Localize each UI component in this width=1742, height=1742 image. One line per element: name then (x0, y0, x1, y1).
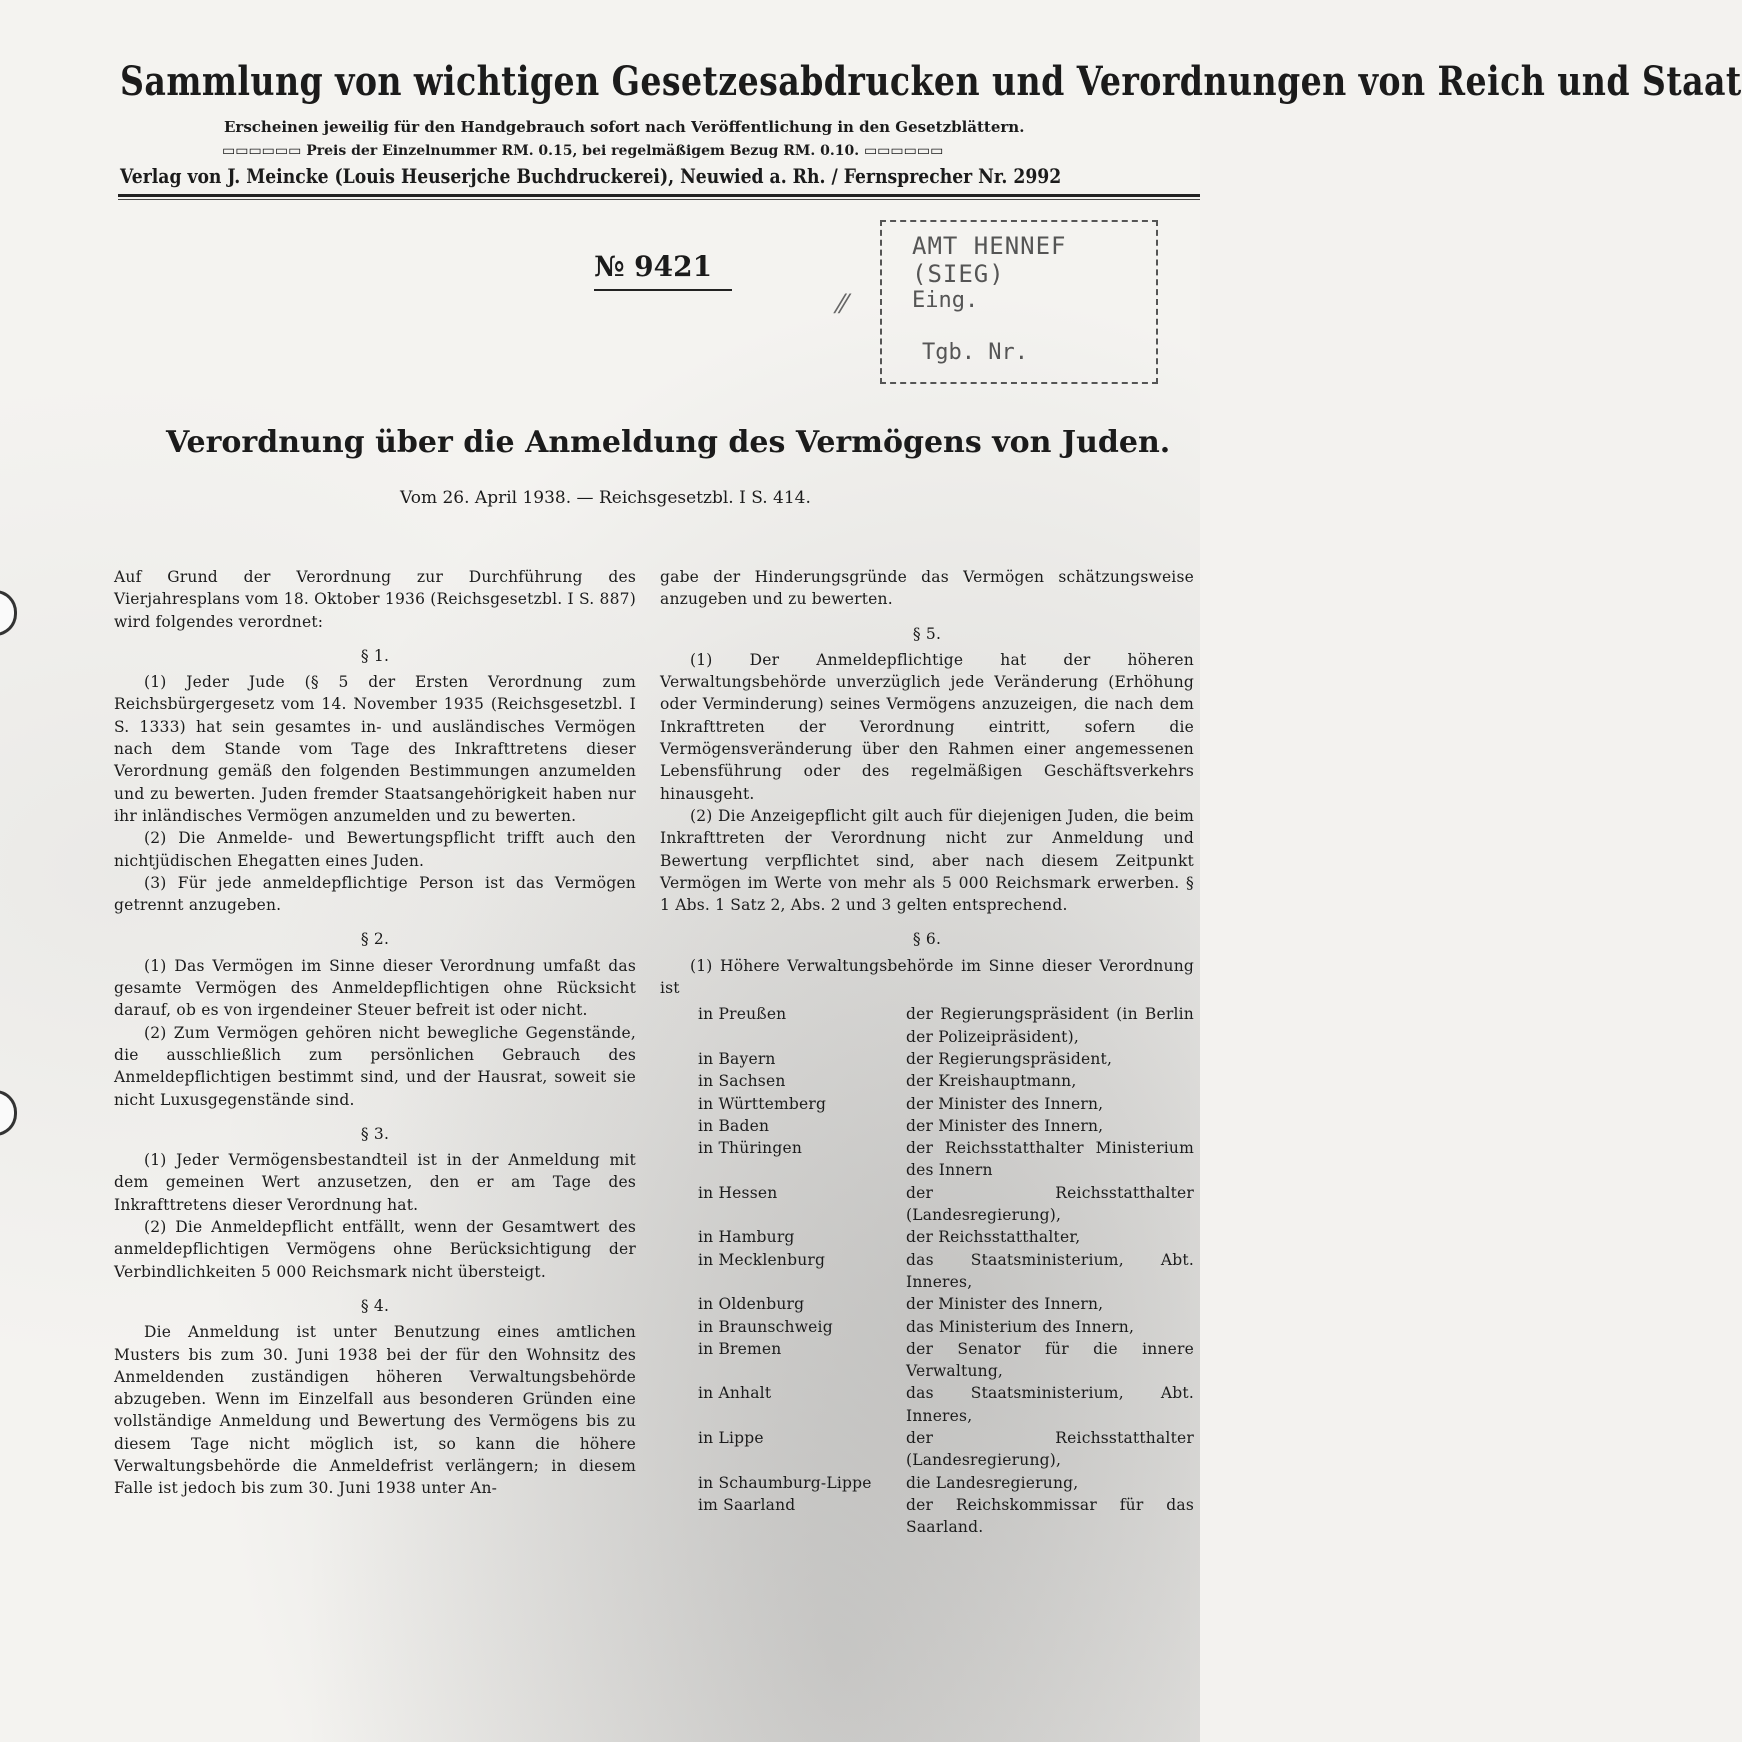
state-name: in Baden (698, 1116, 770, 1135)
paragraph: (1) Jeder Vermögensbestandteil ist in der Anmeldung mit dem gemeinen Wert anzusetzen, den er am Tage des Inkrafttretens dieser Verordnung hat. (114, 1151, 636, 1214)
state-name: in Bremen (698, 1339, 782, 1358)
authority-name: der Reichsstatthalter Ministerium des Innern (906, 1139, 1194, 1180)
section-heading: § 2. (360, 930, 390, 949)
paragraph: (2) Die Anmelde- und Bewertungspflicht trifft auch den nichtjüdischen Ehegatten eines Juden. (114, 829, 636, 870)
right-column (660, 566, 1194, 1538)
authority-row (660, 1003, 1194, 1048)
authority-name: der Kreishauptmann, (906, 1072, 1077, 1091)
paragraph: Die Anmeldung ist unter Benutzung eines amtlichen Musters bis zum 30. Juni 1938 bei der für den Wohnsitz des Anmeldenden zuständigen höheren Verwaltungsbehörde abzugeben. Wenn im Einzelfall aus besonderen Gründen eine vollständige Anmeldung und Bewertung des Vermögens bis zu diesem Tage nicht möglich ist, so kann die höhere Verwaltungsbehörde die Anmeldefrist verlängern; in diesem Falle ist jedoch bis zum 30. Juni 1938 unter An- (114, 1323, 636, 1498)
state-name: in Braunschweig (698, 1317, 833, 1336)
masthead-line-2: ▭▭▭▭▭▭ Preis der Einzelnummer RM. 0.15, bei regelmäßigem Bezug RM. 0.10. ▭▭▭▭▭▭ (222, 143, 944, 159)
paragraph: (1) Das Vermögen im Sinne dieser Verordnung umfaßt das gesamte Vermögen des Anmeldepflichtigen ohne Rücksicht darauf, ob es von irgendeiner Steuer befreit ist oder nicht. (114, 956, 636, 1020)
state-name: in Bayern (698, 1049, 776, 1068)
authority-row (660, 1115, 1194, 1137)
left-column (114, 566, 636, 1500)
state-name: in Lippe (698, 1428, 764, 1447)
authority-row (660, 1093, 1194, 1115)
state-name: in Preußen (698, 1005, 787, 1024)
authority-row (660, 1182, 1194, 1227)
punch-hole (0, 590, 17, 636)
section-heading: § 6. (912, 930, 942, 949)
section-heading: § 3. (360, 1124, 390, 1143)
state-name: in Sachsen (698, 1072, 786, 1091)
document-number: № 9421 (594, 250, 732, 291)
masthead-line-3: Verlag von J. Meincke (Louis Heuserjche Buchdruckerei), Neuwied a. Rh. / Fernsprecher Nr. 2992 (120, 164, 1062, 188)
authority-row (660, 1316, 1194, 1338)
right-column-text (660, 566, 1194, 999)
authority-row (660, 1137, 1194, 1182)
state-name: in Thüringen (698, 1139, 802, 1158)
authority-name: das Staatsministerium, Abt. Inneres, (906, 1250, 1194, 1291)
authority-row (660, 1494, 1194, 1539)
paragraph: gabe der Hinderungsgründe das Vermögen schätzungsweise anzugeben und zu bewerten. (660, 568, 1194, 609)
state-name: in Schaumburg-Lippe (698, 1473, 872, 1492)
authority-row (660, 1338, 1194, 1383)
authority-name: der Minister des Innern, (906, 1094, 1104, 1113)
authority-row (660, 1070, 1194, 1092)
authority-name: der Regierungspräsident, (906, 1049, 1113, 1068)
stamp-mark: ⁄⁄ (838, 290, 847, 320)
authority-name: der Regierungspräsident (in Berlin der Polizeipräsident), (906, 1005, 1194, 1046)
paragraph: (2) Die Anzeigepflicht gilt auch für diejenigen Juden, die beim Inkrafttreten der Verordnung nicht zur Anmeldung und Bewertung verpflichtet sind, aber nach diesem Zeitpunkt Vermögen im Werte von mehr als 5 000 Reichsmark erwerben. § 1 Abs. 1 Satz 2, Abs. 2 und 3 gelten entsprechend. (660, 806, 1194, 915)
state-name: in Württemberg (698, 1094, 827, 1113)
receipt-stamp (880, 220, 1158, 384)
section-heading: § 5. (912, 624, 942, 643)
state-name: in Anhalt (698, 1384, 772, 1403)
authority-row (660, 1048, 1194, 1070)
masthead-rule (118, 194, 1200, 197)
authority-name: der Senator für die innere Verwaltung, (906, 1339, 1194, 1381)
authority-name: der Reichsstatthalter (Landesregierung), (906, 1428, 1194, 1470)
paragraph: (2) Die Anmeldepflicht entfällt, wenn der Gesamtwert des anmeldepflichtigen Vermögens ohne Berücksichtigung der Verbindlichkeiten 5 000 Reichsmark nicht übersteigt. (114, 1218, 636, 1281)
authority-name: das Staatsministerium, Abt. Inneres, (906, 1384, 1194, 1425)
authority-name: der Minister des Innern, (906, 1295, 1104, 1314)
authority-name: der Minister des Innern, (906, 1116, 1104, 1135)
state-name: in Mecklenburg (698, 1250, 826, 1269)
paragraph: (1) Jeder Jude (§ 5 der Ersten Verordnung zum Reichsbürgergesetz vom 14. November 1935 (Reichsgesetzbl. I S. 1333) hat sein gesamtes in- und ausländisches Vermögen nach dem Stande vom Tage des Inkrafttretens dieser Verordnung gemäß den folgenden Bestimmungen anzumelden und zu bewerten. Juden fremder Staatsangehörigkeit haben nur ihr inländisches Vermögen anzumelden und zu bewerten. (114, 673, 636, 825)
authority-row (660, 1293, 1194, 1315)
masthead-line-1: Erscheinen jeweilig für den Handgebrauch sofort nach Veröffentlichung in den Gesetzblättern. (224, 118, 1025, 136)
stamp-line-3: Tgb. Nr. (922, 340, 1028, 365)
section-heading: § 1. (360, 646, 390, 665)
masthead-title: Sammlung von wichtigen Gesetzesabdrucken und Verordnungen von Reich und Staat (120, 58, 1742, 105)
state-name: im Saarland (698, 1495, 796, 1514)
authority-row (660, 1382, 1194, 1427)
section-heading: § 4. (360, 1296, 390, 1315)
paragraph: (2) Zum Vermögen gehören nicht bewegliche Gegenstände, die ausschließlich zum persönlichen Gebrauch des Anmeldepflichtigen bestimmt sind, und der Hausrat, soweit sie nicht Luxusgegenstände sind. (114, 1023, 636, 1109)
stamp-line-1: AMT HENNEF (SIEG) (912, 232, 1067, 288)
document-title: Verordnung über die Anmeldung des Vermögens von Juden. (166, 425, 1171, 460)
punch-hole (0, 1090, 17, 1136)
paragraph: Auf Grund der Verordnung zur Durchführung des Vierjahresplans vom 18. Oktober 1936 (Reichsgesetzbl. I S. 887) wird folgendes verordnet: (114, 568, 636, 631)
authority-name: der Reichsstatthalter (Landesregierung), (906, 1183, 1194, 1225)
authority-row (660, 1427, 1194, 1472)
masthead-rule-thin (118, 199, 1200, 200)
authority-name: die Landesregierung, (906, 1473, 1079, 1492)
state-name: in Oldenburg (698, 1295, 805, 1314)
authority-row (660, 1472, 1194, 1494)
authority-row (660, 1249, 1194, 1294)
authority-name: der Reichskommissar für das Saarland. (906, 1495, 1194, 1537)
state-name: in Hamburg (698, 1228, 795, 1247)
stamp-line-2: Eing. (912, 288, 979, 313)
paragraph: (3) Für jede anmeldepflichtige Person ist das Vermögen getrennt anzugeben. (114, 873, 636, 915)
authority-name: das Ministerium des Innern, (906, 1317, 1135, 1336)
document-subtitle: Vom 26. April 1938. — Reichsgesetzbl. I S. 414. (400, 488, 811, 508)
paragraph: (1) Der Anmeldepflichtige hat der höheren Verwaltungsbehörde unverzüglich jede Veränderung (Erhöhung oder Verminderung) seines Vermögens anzuzeigen, die nach dem Inkrafttreten der Verordnung eintritt, sofern die Vermögensveränderung über den Rahmen einer angemessenen Lebensführung oder des regelmäßigen Geschäftsverkehrs hinausgeht. (660, 650, 1194, 803)
state-name: in Hessen (698, 1183, 778, 1202)
authority-row (660, 1226, 1194, 1248)
paragraph: (1) Höhere Verwaltungsbehörde im Sinne dieser Verordnung ist (660, 956, 1194, 998)
authority-name: der Reichsstatthalter, (906, 1228, 1081, 1247)
authorities-table (660, 1003, 1194, 1538)
